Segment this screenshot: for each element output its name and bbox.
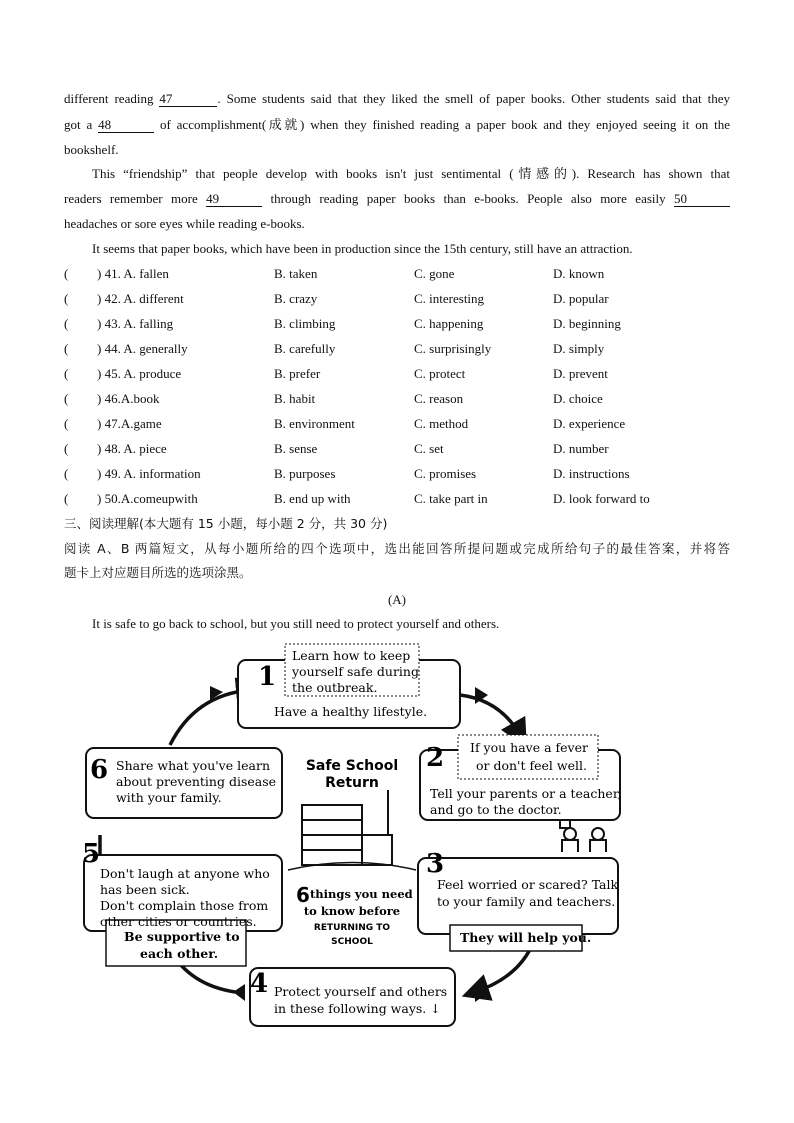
step-5-card — [82, 839, 282, 966]
section-instruction-2: 题卡上对应题目所选的选项涂黑。 — [64, 565, 252, 580]
center-caption — [296, 883, 413, 947]
passage-line-5 — [64, 190, 730, 208]
center-caption-line-4: SCHOOL — [331, 937, 373, 947]
answer-paren: ( — [64, 416, 69, 431]
answer-paren: ( — [64, 266, 69, 281]
center-caption-number: 6 — [296, 883, 310, 907]
passage-line-2 — [64, 116, 730, 134]
question-option-a: ) 50.A.comeupwith — [97, 491, 198, 506]
passage-text: of accomplishment(成就) when they finished reading a paper book and they enjoyed seeing it on the — [159, 117, 730, 132]
step-3-line-2: to your family and teachers. — [437, 894, 616, 909]
question-option-b: B. sense — [274, 441, 318, 456]
step-4-line-1: Protect yourself and others — [274, 984, 448, 999]
question-option-a: ) 48. A. piece — [97, 441, 167, 456]
step-2-line-3: Tell your parents or a teacher, — [430, 786, 622, 801]
school-building-icon — [288, 790, 416, 870]
passage-text: got a — [64, 117, 93, 132]
step-2-number: 2 — [426, 743, 445, 773]
step-2-line-2: or don't feel well. — [476, 758, 587, 773]
answer-paren: ( — [64, 466, 69, 481]
answer-paren: ( — [64, 491, 69, 506]
step-5-line-4: other cities or countries. — [100, 914, 257, 929]
passage-intro: It is safe to go back to school, but you still need to protect yourself and others. — [92, 616, 500, 631]
step-1-line-2: yourself safe during — [292, 664, 419, 679]
question-option-c: C. reason — [414, 391, 464, 406]
question-option-a: ) 41. A. fallen — [97, 266, 169, 281]
question-option-d: D. popular — [553, 291, 609, 306]
answer-paren: ( — [64, 316, 69, 331]
step-4-number: 4 — [250, 969, 269, 999]
question-row — [64, 290, 744, 308]
blank-48: 48 — [98, 118, 154, 133]
step-2-line-4: and go to the doctor. — [430, 802, 562, 817]
question-row — [64, 490, 744, 508]
step-3-number: 3 — [426, 849, 445, 879]
answer-paren: ( — [64, 441, 69, 456]
passage-text: through reading paper books than e-books. People also more easily — [270, 191, 666, 206]
section-heading: 三、阅读理解(本大题有 15 小题，每小题 2 分，共 30 分) — [64, 516, 388, 531]
question-option-c: C. take part in — [414, 491, 488, 506]
step-6-line-3: with your family. — [116, 790, 222, 805]
question-row — [64, 365, 744, 383]
passage-line-1 — [64, 90, 730, 108]
question-option-b: B. purposes — [274, 466, 336, 481]
step-1-line-4: Have a healthy lifestyle. — [274, 704, 428, 719]
step-1-line-1: Learn how to keep — [292, 648, 411, 663]
question-option-b: B. taken — [274, 266, 318, 281]
question-option-a: ) 44. A. generally — [97, 341, 188, 356]
safe-school-infographic — [70, 640, 630, 1035]
question-option-c: C. promises — [414, 466, 477, 481]
section-instruction-1: 阅读 A、B 两篇短文，从每小题所给的四个选项中，选出能回答所提问题或完成所给句子的最佳答案，并将答 — [64, 541, 730, 556]
step-5-line-1: Don't laugh at anyone who — [100, 866, 270, 881]
question-option-d: D. choice — [553, 391, 603, 406]
question-option-c: C. interesting — [414, 291, 485, 306]
question-row — [64, 315, 744, 333]
passage-line-4: This “friendship” that people develop with books isn't just sentimental (情感的). Research has shown that — [92, 166, 730, 181]
answer-paren: ( — [64, 391, 69, 406]
question-option-a: ) 42. A. different — [97, 291, 184, 306]
question-option-b: B. environment — [274, 416, 355, 431]
step-5-line-2: has been sick. — [100, 882, 190, 897]
question-option-d: D. known — [553, 266, 605, 281]
step-1-number: 1 — [258, 662, 277, 692]
blank-47: 47 — [159, 92, 217, 107]
question-option-d: D. prevent — [553, 366, 608, 381]
answer-paren: ( — [64, 291, 69, 306]
question-option-c: C. happening — [414, 316, 484, 331]
arrow-head-bottom — [233, 984, 245, 1001]
question-option-c: C. surprisingly — [414, 341, 492, 356]
question-row — [64, 340, 744, 358]
answer-paren: ( — [64, 341, 69, 356]
question-option-d: D. look forward to — [553, 491, 650, 506]
center-caption-line-3: RETURNING TO — [313, 923, 391, 933]
blank-50: 50 — [674, 192, 730, 207]
passage-text: readers remember more — [64, 191, 198, 206]
step-3-line-1: Feel worried or scared? Talk — [437, 877, 619, 892]
question-option-b: B. prefer — [274, 366, 321, 381]
step-3-card — [418, 849, 619, 951]
question-row — [64, 265, 744, 283]
center-caption-line-2: to know before — [303, 904, 401, 918]
question-option-d: D. instructions — [553, 466, 630, 481]
question-option-b: B. carefully — [274, 341, 336, 356]
answer-paren: ( — [64, 366, 69, 381]
question-row — [64, 415, 744, 433]
question-option-b: B. end up with — [274, 491, 351, 506]
center-title-line-2: Return — [325, 775, 379, 791]
passage-text: different reading — [64, 91, 154, 106]
question-option-b: B. climbing — [274, 316, 336, 331]
step-5-line-5: Be supportive to — [124, 929, 240, 944]
blank-49: 49 — [206, 192, 262, 207]
step-5-line-6: each other. — [140, 946, 219, 961]
step-3-line-3: They will help you. — [460, 930, 592, 945]
center-title — [306, 758, 398, 791]
step-5-number: 5 — [82, 839, 101, 869]
center-caption-line-1: things you need — [310, 887, 413, 901]
passage-text: . Some students said that they liked the smell of paper books. Other students said that they — [217, 91, 730, 106]
question-option-b: B. crazy — [274, 291, 318, 306]
step-6-number: 6 — [90, 755, 109, 785]
step-1-line-3: the outbreak. — [292, 680, 378, 695]
question-option-d: D. beginning — [553, 316, 621, 331]
passage-line-3: bookshelf. — [64, 142, 119, 157]
question-option-c: C. method — [414, 416, 469, 431]
question-option-d: D. simply — [553, 341, 605, 356]
step-1-card — [238, 644, 460, 728]
passage-line-7: It seems that paper books, which have been in production since the 15th century, still have an attraction. — [92, 241, 633, 256]
question-option-d: D. number — [553, 441, 609, 456]
step-4-line-2: in these following ways. ↓ — [274, 1001, 441, 1016]
question-option-a: ) 43. A. falling — [97, 316, 174, 331]
step-5-line-3: Don't complain those from — [100, 898, 269, 913]
question-option-c: C. protect — [414, 366, 466, 381]
question-option-b: B. habit — [274, 391, 316, 406]
step-4-card — [250, 968, 455, 1026]
question-option-a: ) 46.A.book — [97, 391, 160, 406]
step-2-line-1: If you have a fever — [470, 740, 588, 755]
step-6-card — [86, 748, 282, 818]
question-option-d: D. experience — [553, 416, 626, 431]
step-6-line-1: Share what you've learn — [116, 758, 270, 773]
question-option-a: ) 49. A. information — [97, 466, 201, 481]
question-option-c: C. gone — [414, 266, 455, 281]
question-option-a: ) 47.A.game — [97, 416, 162, 431]
step-2-card — [420, 735, 621, 820]
question-row — [64, 440, 744, 458]
center-title-line-1: Safe School — [305, 758, 399, 774]
passage-label: (A) — [387, 592, 407, 607]
question-option-c: C. set — [414, 441, 444, 456]
passage-line-6: headaches or sore eyes while reading e-books. — [64, 216, 305, 231]
step-6-line-2: about preventing disease — [116, 774, 277, 789]
question-row — [64, 465, 744, 483]
people-talking-icon — [560, 820, 606, 852]
question-option-a: ) 45. A. produce — [97, 366, 182, 381]
question-row — [64, 390, 744, 408]
